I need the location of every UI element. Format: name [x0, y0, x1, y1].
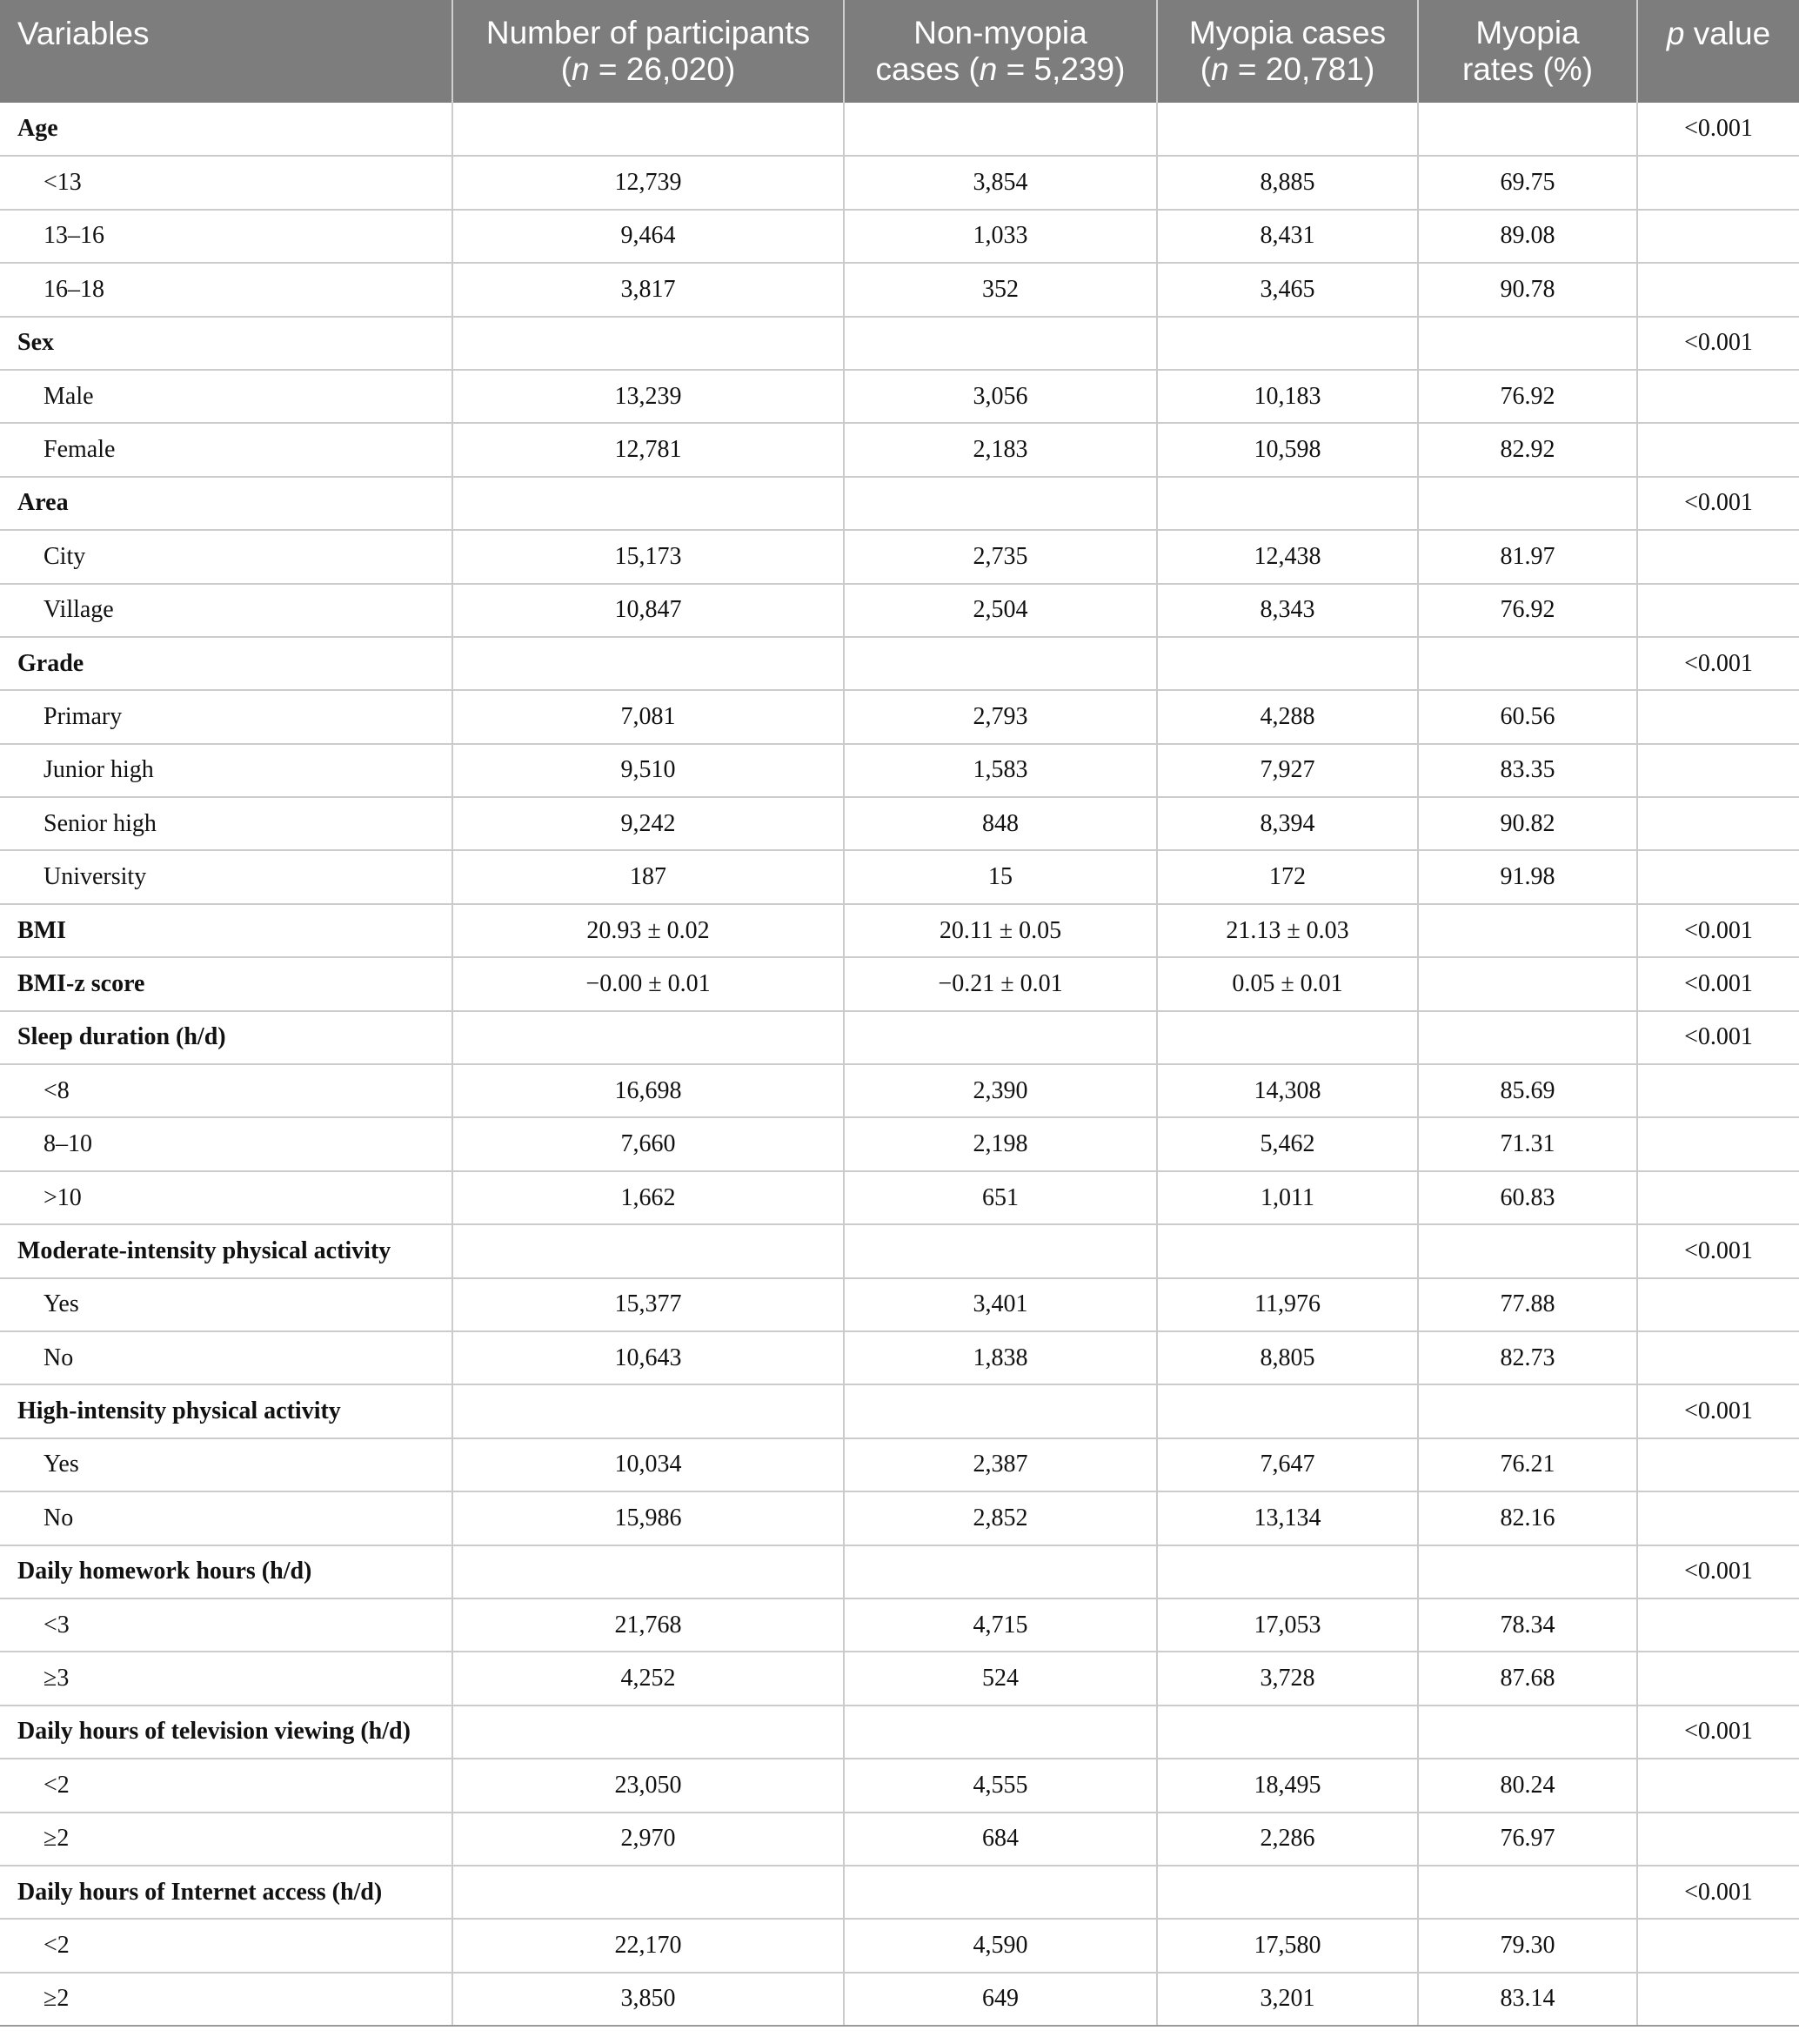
cell-variable: Daily hours of Internet access (h/d) [0, 1866, 452, 1919]
cell-participants: 3,817 [452, 263, 844, 316]
table-body [0, 103, 1799, 2026]
cell-p-value [1637, 1438, 1799, 1491]
cell-myopia-cases: 172 [1157, 850, 1418, 903]
cell-p-value [1637, 1973, 1799, 2026]
cell-variable: Junior high [0, 744, 452, 797]
cell-myopia-rate [1418, 103, 1637, 156]
cell-non-myopia: 2,852 [844, 1491, 1157, 1545]
table-row [0, 1598, 1799, 1652]
cell-non-myopia: 2,183 [844, 423, 1157, 476]
cell-myopia-rate: 81.97 [1418, 530, 1637, 583]
cell-myopia-rate [1418, 957, 1637, 1010]
header-variables: Variables [0, 0, 452, 103]
cell-p-value: <0.001 [1637, 1384, 1799, 1438]
table-row [0, 1438, 1799, 1491]
table-row [0, 1278, 1799, 1331]
cell-non-myopia: 848 [844, 797, 1157, 850]
table-row [0, 210, 1799, 263]
cell-participants: −0.00 ± 0.01 [452, 957, 844, 1010]
cell-p-value: <0.001 [1637, 1545, 1799, 1598]
cell-non-myopia: 651 [844, 1171, 1157, 1224]
cell-variable: Daily hours of television viewing (h/d) [0, 1706, 452, 1759]
cell-variable: 8–10 [0, 1117, 452, 1170]
cell-p-value [1637, 370, 1799, 423]
cell-myopia-rate: 69.75 [1418, 156, 1637, 209]
cell-myopia-rate: 83.35 [1418, 744, 1637, 797]
cell-non-myopia: 3,854 [844, 156, 1157, 209]
cell-p-value: <0.001 [1637, 637, 1799, 690]
cell-p-value [1637, 1171, 1799, 1224]
cell-myopia-cases: 18,495 [1157, 1759, 1418, 1812]
table-row [0, 1331, 1799, 1384]
cell-non-myopia: 2,735 [844, 530, 1157, 583]
cell-myopia-cases: 4,288 [1157, 690, 1418, 743]
cell-p-value [1637, 156, 1799, 209]
cell-participants [452, 637, 844, 690]
cell-p-value: <0.001 [1637, 1011, 1799, 1064]
cell-participants: 9,464 [452, 210, 844, 263]
cell-variable: No [0, 1331, 452, 1384]
cell-non-myopia: 15 [844, 850, 1157, 903]
cell-variable: >10 [0, 1171, 452, 1224]
cell-myopia-cases: 11,976 [1157, 1278, 1418, 1331]
table-row-category [0, 1866, 1799, 1919]
cell-variable: <13 [0, 156, 452, 209]
cell-non-myopia [844, 1706, 1157, 1759]
cell-participants: 15,986 [452, 1491, 844, 1545]
cell-p-value [1637, 1117, 1799, 1170]
cell-participants: 15,173 [452, 530, 844, 583]
cell-non-myopia: 4,555 [844, 1759, 1157, 1812]
cell-myopia-cases: 17,053 [1157, 1598, 1418, 1652]
cell-myopia-cases: 13,134 [1157, 1491, 1418, 1545]
cell-variable: Age [0, 103, 452, 156]
cell-myopia-rate [1418, 904, 1637, 957]
cell-non-myopia: 1,033 [844, 210, 1157, 263]
cell-variable: City [0, 530, 452, 583]
cell-participants: 23,050 [452, 1759, 844, 1812]
cell-myopia-cases: 17,580 [1157, 1919, 1418, 1972]
cell-variable: BMI-z score [0, 957, 452, 1010]
cell-non-myopia: 20.11 ± 0.05 [844, 904, 1157, 957]
cell-participants: 16,698 [452, 1064, 844, 1117]
cell-p-value [1637, 797, 1799, 850]
cell-myopia-rate [1418, 1011, 1637, 1064]
cell-myopia-rate: 80.24 [1418, 1759, 1637, 1812]
cell-myopia-rate: 76.92 [1418, 370, 1637, 423]
cell-variable: Male [0, 370, 452, 423]
cell-non-myopia [844, 103, 1157, 156]
cell-participants [452, 317, 844, 370]
cell-myopia-rate [1418, 1224, 1637, 1277]
cell-p-value [1637, 210, 1799, 263]
cell-myopia-cases: 10,183 [1157, 370, 1418, 423]
table-row-category [0, 904, 1799, 957]
table-row [0, 423, 1799, 476]
cell-participants: 12,739 [452, 156, 844, 209]
table-row-category [0, 317, 1799, 370]
cell-myopia-rate: 87.68 [1418, 1652, 1637, 1705]
cell-variable: Sleep duration (h/d) [0, 1011, 452, 1064]
cell-myopia-cases: 3,201 [1157, 1973, 1418, 2026]
cell-myopia-cases: 21.13 ± 0.03 [1157, 904, 1418, 957]
cell-myopia-cases: 7,927 [1157, 744, 1418, 797]
cell-myopia-rate [1418, 1706, 1637, 1759]
cell-variable: Yes [0, 1438, 452, 1491]
cell-myopia-cases: 10,598 [1157, 423, 1418, 476]
cell-p-value [1637, 263, 1799, 316]
cell-myopia-cases: 8,885 [1157, 156, 1418, 209]
cell-variable: Yes [0, 1278, 452, 1331]
cell-myopia-rate: 82.92 [1418, 423, 1637, 476]
cell-participants: 7,660 [452, 1117, 844, 1170]
cell-participants: 2,970 [452, 1813, 844, 1866]
table-row-category [0, 1011, 1799, 1064]
cell-myopia-cases [1157, 1384, 1418, 1438]
table-header-row [0, 0, 1799, 103]
cell-p-value [1637, 530, 1799, 583]
cell-p-value [1637, 423, 1799, 476]
cell-variable: Grade [0, 637, 452, 690]
cell-p-value [1637, 584, 1799, 637]
cell-non-myopia [844, 637, 1157, 690]
cell-participants [452, 1866, 844, 1919]
table-row [0, 1064, 1799, 1117]
cell-myopia-rate: 85.69 [1418, 1064, 1637, 1117]
cell-variable: <3 [0, 1598, 452, 1652]
cell-myopia-cases: 1,011 [1157, 1171, 1418, 1224]
table-row [0, 1759, 1799, 1812]
cell-participants: 9,242 [452, 797, 844, 850]
cell-non-myopia: 2,198 [844, 1117, 1157, 1170]
cell-p-value [1637, 1491, 1799, 1545]
table-row-category [0, 1384, 1799, 1438]
cell-myopia-cases: 0.05 ± 0.01 [1157, 957, 1418, 1010]
cell-participants [452, 1011, 844, 1064]
cell-myopia-cases [1157, 1545, 1418, 1598]
table-row [0, 1491, 1799, 1545]
header-p-value: p value [1637, 0, 1799, 103]
cell-myopia-rate: 78.34 [1418, 1598, 1637, 1652]
cell-myopia-cases: 12,438 [1157, 530, 1418, 583]
table-row [0, 1919, 1799, 1972]
cell-p-value [1637, 1759, 1799, 1812]
table-row [0, 156, 1799, 209]
cell-participants: 1,662 [452, 1171, 844, 1224]
cell-myopia-rate: 82.16 [1418, 1491, 1637, 1545]
cell-non-myopia: 4,590 [844, 1919, 1157, 1972]
cell-p-value: <0.001 [1637, 1706, 1799, 1759]
cell-myopia-rate [1418, 1866, 1637, 1919]
cell-variable: ≥2 [0, 1973, 452, 2026]
cell-myopia-rate: 76.21 [1418, 1438, 1637, 1491]
cell-variable: Female [0, 423, 452, 476]
cell-non-myopia: 2,390 [844, 1064, 1157, 1117]
cell-p-value: <0.001 [1637, 1224, 1799, 1277]
table-row-category [0, 1706, 1799, 1759]
cell-myopia-cases [1157, 317, 1418, 370]
cell-myopia-rate: 71.31 [1418, 1117, 1637, 1170]
table-row [0, 1652, 1799, 1705]
cell-participants: 10,643 [452, 1331, 844, 1384]
cell-non-myopia [844, 317, 1157, 370]
cell-myopia-rate: 91.98 [1418, 850, 1637, 903]
cell-participants [452, 1384, 844, 1438]
cell-variable: BMI [0, 904, 452, 957]
cell-variable: Moderate-intensity physical activity [0, 1224, 452, 1277]
table-row-category [0, 477, 1799, 530]
cell-p-value [1637, 850, 1799, 903]
cell-non-myopia: 2,793 [844, 690, 1157, 743]
cell-p-value [1637, 744, 1799, 797]
cell-non-myopia: 2,504 [844, 584, 1157, 637]
cell-p-value: <0.001 [1637, 904, 1799, 957]
cell-myopia-rate: 60.56 [1418, 690, 1637, 743]
cell-variable: <2 [0, 1759, 452, 1812]
cell-participants [452, 103, 844, 156]
table-row-category [0, 637, 1799, 690]
cell-variable: High-intensity physical activity [0, 1384, 452, 1438]
header-myopia-rates: Myopia rates (%) [1418, 0, 1637, 103]
header-non-myopia: Non-myopia cases (n = 5,239) [844, 0, 1157, 103]
cell-participants: 13,239 [452, 370, 844, 423]
table-row-category [0, 1224, 1799, 1277]
cell-non-myopia: 649 [844, 1973, 1157, 2026]
cell-myopia-cases: 8,394 [1157, 797, 1418, 850]
cell-participants: 3,850 [452, 1973, 844, 2026]
cell-variable: <2 [0, 1919, 452, 1972]
cell-p-value [1637, 1652, 1799, 1705]
cell-myopia-rate: 77.88 [1418, 1278, 1637, 1331]
cell-variable: Daily homework hours (h/d) [0, 1545, 452, 1598]
cell-myopia-rate: 76.92 [1418, 584, 1637, 637]
cell-p-value [1637, 1919, 1799, 1972]
cell-myopia-cases [1157, 637, 1418, 690]
table-row [0, 1973, 1799, 2026]
cell-myopia-rate: 79.30 [1418, 1919, 1637, 1972]
cell-non-myopia: 4,715 [844, 1598, 1157, 1652]
cell-myopia-rate [1418, 1545, 1637, 1598]
cell-participants [452, 1224, 844, 1277]
cell-non-myopia [844, 477, 1157, 530]
cell-p-value: <0.001 [1637, 103, 1799, 156]
cell-variable: 13–16 [0, 210, 452, 263]
cell-participants: 10,034 [452, 1438, 844, 1491]
cell-participants: 21,768 [452, 1598, 844, 1652]
cell-variable: University [0, 850, 452, 903]
cell-non-myopia [844, 1224, 1157, 1277]
cell-myopia-rate: 90.82 [1418, 797, 1637, 850]
cell-participants: 9,510 [452, 744, 844, 797]
cell-variable: No [0, 1491, 452, 1545]
cell-myopia-cases: 8,343 [1157, 584, 1418, 637]
table-row [0, 263, 1799, 316]
cell-myopia-cases: 3,728 [1157, 1652, 1418, 1705]
cell-non-myopia: 1,838 [844, 1331, 1157, 1384]
cell-p-value: <0.001 [1637, 957, 1799, 1010]
header-participants: Number of participants (n = 26,020) [452, 0, 844, 103]
cell-myopia-rate [1418, 1384, 1637, 1438]
cell-participants: 7,081 [452, 690, 844, 743]
cell-variable: <8 [0, 1064, 452, 1117]
table-row [0, 584, 1799, 637]
cell-non-myopia: 2,387 [844, 1438, 1157, 1491]
cell-participants: 187 [452, 850, 844, 903]
cell-p-value [1637, 1598, 1799, 1652]
cell-participants [452, 477, 844, 530]
header-myopia-cases: Myopia cases (n = 20,781) [1157, 0, 1418, 103]
cell-myopia-rate: 76.97 [1418, 1813, 1637, 1866]
table-row [0, 1117, 1799, 1170]
cell-non-myopia [844, 1866, 1157, 1919]
cell-p-value [1637, 1278, 1799, 1331]
cell-non-myopia: 1,583 [844, 744, 1157, 797]
cell-non-myopia: −0.21 ± 0.01 [844, 957, 1157, 1010]
cell-variable: Village [0, 584, 452, 637]
table-row [0, 690, 1799, 743]
table-row [0, 1171, 1799, 1224]
cell-p-value: <0.001 [1637, 1866, 1799, 1919]
table-row [0, 370, 1799, 423]
table-row [0, 744, 1799, 797]
cell-non-myopia: 524 [844, 1652, 1157, 1705]
cell-myopia-cases: 14,308 [1157, 1064, 1418, 1117]
cell-participants: 15,377 [452, 1278, 844, 1331]
cell-non-myopia [844, 1011, 1157, 1064]
table-row [0, 530, 1799, 583]
cell-myopia-rate [1418, 477, 1637, 530]
cell-p-value [1637, 1813, 1799, 1866]
cell-non-myopia: 684 [844, 1813, 1157, 1866]
cell-myopia-rate: 82.73 [1418, 1331, 1637, 1384]
cell-myopia-cases: 5,462 [1157, 1117, 1418, 1170]
table-row [0, 1813, 1799, 1866]
cell-participants: 12,781 [452, 423, 844, 476]
cell-myopia-cases [1157, 1224, 1418, 1277]
cell-myopia-cases: 2,286 [1157, 1813, 1418, 1866]
cell-myopia-rate [1418, 317, 1637, 370]
cell-variable: Area [0, 477, 452, 530]
cell-participants: 4,252 [452, 1652, 844, 1705]
cell-myopia-rate: 90.78 [1418, 263, 1637, 316]
cell-variable: Primary [0, 690, 452, 743]
table-row [0, 797, 1799, 850]
cell-myopia-cases [1157, 477, 1418, 530]
cell-non-myopia: 352 [844, 263, 1157, 316]
cell-non-myopia [844, 1384, 1157, 1438]
cell-myopia-cases [1157, 1011, 1418, 1064]
cell-p-value [1637, 1064, 1799, 1117]
cell-p-value [1637, 1331, 1799, 1384]
cell-variable: 16–18 [0, 263, 452, 316]
cell-participants [452, 1706, 844, 1759]
cell-myopia-cases [1157, 1866, 1418, 1919]
cell-myopia-cases: 3,465 [1157, 263, 1418, 316]
cell-participants [452, 1545, 844, 1598]
cell-variable: ≥2 [0, 1813, 452, 1866]
cell-non-myopia: 3,401 [844, 1278, 1157, 1331]
cell-myopia-rate: 83.14 [1418, 1973, 1637, 2026]
cell-non-myopia: 3,056 [844, 370, 1157, 423]
cell-p-value: <0.001 [1637, 477, 1799, 530]
cell-participants: 10,847 [452, 584, 844, 637]
cell-myopia-cases: 7,647 [1157, 1438, 1418, 1491]
cell-myopia-rate: 60.83 [1418, 1171, 1637, 1224]
table-row [0, 850, 1799, 903]
cell-participants: 20.93 ± 0.02 [452, 904, 844, 957]
cell-myopia-cases [1157, 103, 1418, 156]
cell-participants: 22,170 [452, 1919, 844, 1972]
cell-variable: Senior high [0, 797, 452, 850]
cell-myopia-cases: 8,431 [1157, 210, 1418, 263]
table-row-category [0, 957, 1799, 1010]
cell-myopia-rate: 89.08 [1418, 210, 1637, 263]
cell-p-value: <0.001 [1637, 317, 1799, 370]
cell-p-value [1637, 690, 1799, 743]
cell-myopia-cases [1157, 1706, 1418, 1759]
cell-variable: ≥3 [0, 1652, 452, 1705]
cell-myopia-rate [1418, 637, 1637, 690]
table-row-category [0, 103, 1799, 156]
cell-myopia-cases: 8,805 [1157, 1331, 1418, 1384]
cell-non-myopia [844, 1545, 1157, 1598]
table-row-category [0, 1545, 1799, 1598]
cell-variable: Sex [0, 317, 452, 370]
